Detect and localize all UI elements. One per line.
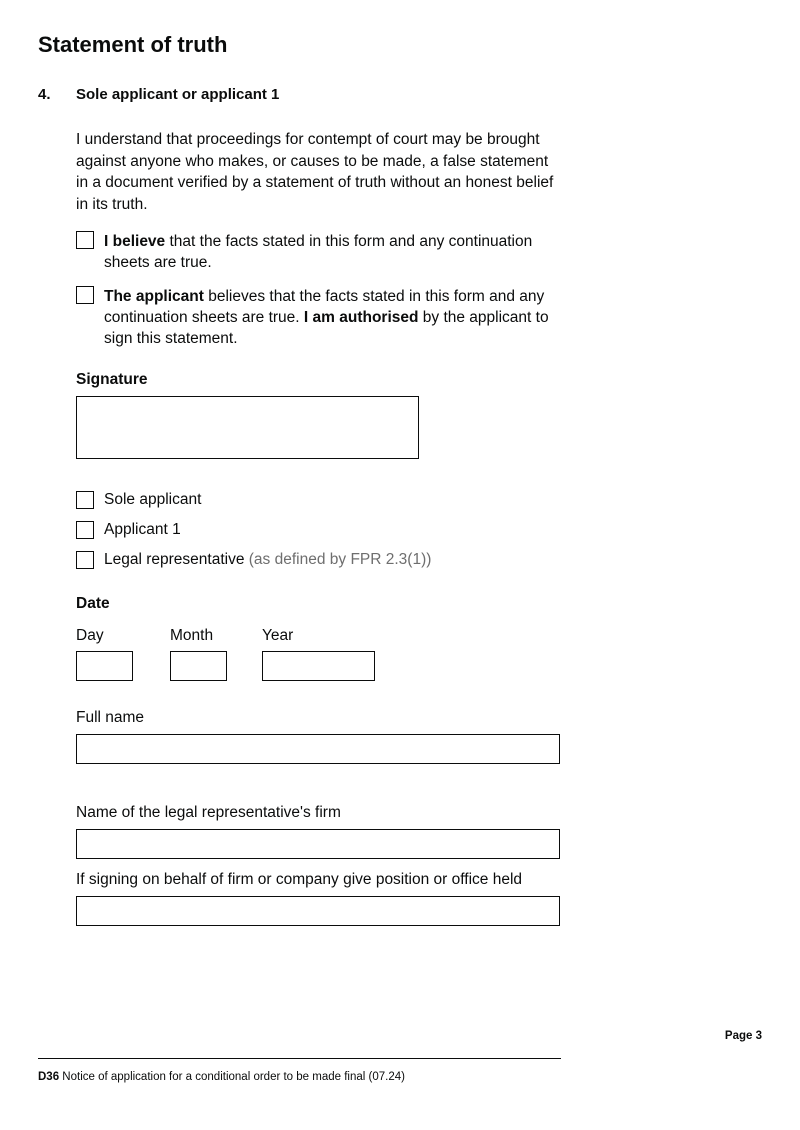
firm-input[interactable] [76,829,560,859]
sole-applicant-row [76,491,762,509]
section-number: 4. [38,86,51,103]
legal-representative-row [76,551,762,569]
page-number: Page 3 [724,1030,762,1042]
position-label: If signing on behalf of firm or company give position or office held [76,871,523,888]
form-code: D36 [38,1070,60,1083]
sole-applicant-checkbox[interactable] [76,491,94,509]
firm-label: Name of the legal representative's firm [76,804,341,821]
applicant-believes-label [104,286,560,349]
authorised-text: by the applicant to sign this statement. [104,309,549,347]
legal-representative-checkbox[interactable] [76,551,94,569]
section-heading [38,86,762,103]
i-believe-checkbox[interactable] [76,231,94,249]
date-inputs [76,651,762,681]
day-input[interactable] [76,651,133,681]
date-section [76,595,762,681]
applicant-believes-row [76,286,762,349]
date-label: Date [76,595,110,612]
capacity-options [76,491,762,569]
signature-label: Signature [76,371,148,388]
applicant-believes-text: believes that the facts stated in this form and any continuation sheets are true. [104,288,545,326]
year-input[interactable] [262,651,375,681]
i-believe-text: that the facts stated in this form and any continuation sheets are true. [104,233,533,271]
applicant-believes-checkbox[interactable] [76,286,94,304]
section-title: Sole applicant or applicant 1 [76,86,280,103]
form-title-text: Notice of application for a conditional order to be made final (07.24) [59,1070,405,1083]
legal-representative-text: Legal representative [104,551,249,568]
footer-form-title [38,1071,762,1083]
applicant-1-row [76,521,762,539]
full-name-label: Full name [76,709,145,726]
page-footer [38,1030,762,1094]
fpr-note: (as defined by FPR 2.3(1)) [248,551,432,568]
full-name-input[interactable] [76,734,560,764]
sole-applicant-label: Sole applicant [104,491,202,508]
date-sublabels [76,627,762,645]
signature-input[interactable] [76,396,419,459]
i-believe-row [76,231,762,273]
authorised-bold: I am authorised [303,309,419,326]
signature-section [76,371,762,459]
page-title: Statement of truth [38,32,228,57]
full-name-section [76,709,762,764]
applicant-1-checkbox[interactable] [76,521,94,539]
i-believe-label [104,231,560,273]
intro-paragraph: I understand that proceedings for contempt of court may be brought against anyone who makes, or causes to be made, a false statement in a document verified by a statement of truth without an honest belief in its truth. [76,131,554,213]
legal-representative-label [104,551,431,569]
month-input[interactable] [170,651,227,681]
year-label: Year [262,627,294,644]
position-section [76,871,762,926]
footer-rule [38,1058,561,1059]
position-input[interactable] [76,896,560,926]
firm-section [76,804,762,859]
applicant-1-label: Applicant 1 [104,521,181,538]
i-believe-bold: I believe [104,233,166,250]
month-label: Month [170,627,214,644]
applicant-believes-bold: The applicant [104,288,204,305]
day-label: Day [76,627,104,644]
